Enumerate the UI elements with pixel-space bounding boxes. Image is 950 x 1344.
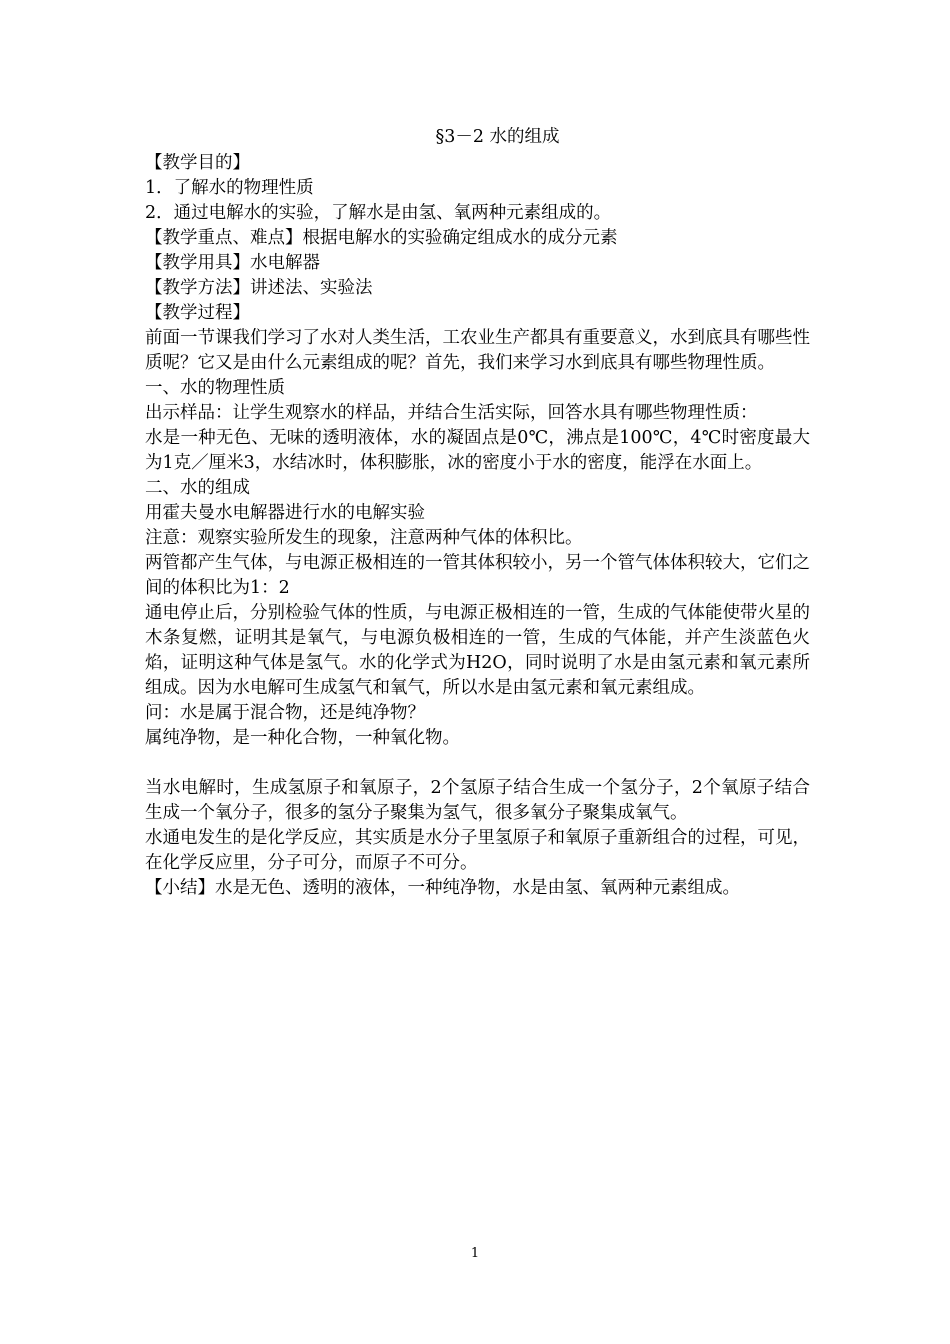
atom-molecule-paragraph: 当水电解时，生成氢原子和氧原子，2个氢原子结合生成一个氢分子，2个氧原子结合生成一个氧分子，很多的氢分子聚集为氢气，很多氧分子聚集成氧气。	[145, 778, 810, 823]
observation-note-line: 注意：观察实验所发生的现象，注意两种气体的体积比。	[145, 528, 583, 548]
objective-item-2: 2．通过电解水的实验，了解水是由氢、氧两种元素组成的。	[145, 203, 612, 223]
section-heading-process: 【教学过程】	[145, 303, 250, 323]
intro-paragraph: 前面一节课我们学习了水对人类生活，工农业生产都具有重要意义，水到底具有哪些性质呢？它又是由什么元素组成的呢？首先，我们来学习水到底具有哪些物理性质。	[145, 328, 810, 373]
summary-line: 【小结】水是无色、透明的液体，一种纯净物，水是由氢、氧两种元素组成。	[145, 878, 740, 898]
question-line: 问：水是属于混合物，还是纯净物？	[145, 703, 425, 723]
document-title: §3－2 水的组成	[435, 127, 560, 147]
electrolysis-experiment-line: 用霍夫曼水电解器进行水的电解实验	[145, 503, 425, 523]
chemical-reaction-paragraph: 水通电发生的是化学反应，其实质是水分子里氢原子和氧原子重新组合的过程，可见，在化学反应里，分子可分，而原子不可分。	[145, 828, 810, 873]
section-heading-objectives: 【教学目的】	[145, 153, 250, 173]
blank-line	[145, 751, 810, 776]
physical-properties-paragraph: 水是一种无色、无味的透明液体，水的凝固点是0℃，沸点是100℃，4℃时密度最大为1克／厘米3，水结冰时，体积膨胀，冰的密度小于水的密度，能浮在水面上。	[145, 428, 810, 473]
gas-test-paragraph: 通电停止后，分别检验气体的性质，与电源正极相连的一管，生成的气体能使带火星的木条复燃，证明其是氧气，与电源负极相连的一管，生成的气体能，并产生淡蓝色火焰，证明这种气体是氢气。水的化学式为H2O，同时说明了水是由氢元素和氧元素所组成。因为水电解可生成氢气和氧气，所以水是由氢元素和氧元素组成。	[145, 603, 810, 698]
teaching-methods-line: 【教学方法】讲述法、实验法	[145, 278, 373, 298]
answer-line: 属纯净物，是一种化合物，一种氧化物。	[145, 728, 460, 748]
objective-item-1: 1．了解水的物理性质	[145, 178, 314, 198]
heading-physical-properties: 一、水的物理性质	[145, 378, 285, 398]
page-number: 1	[470, 1246, 480, 1261]
heading-water-composition: 二、水的组成	[145, 478, 250, 498]
teaching-tools-line: 【教学用具】水电解器	[145, 253, 320, 273]
document-body	[145, 124, 810, 901]
key-points-line: 【教学重点、难点】根据电解水的实验确定组成水的成分元素	[145, 228, 618, 248]
gas-volume-paragraph: 两管都产生气体，与电源正极相连的一管其体积较小，另一个管气体体积较大，它们之间的体积比为1：2	[145, 553, 810, 598]
sample-demonstration-paragraph: 出示样品：让学生观察水的样品，并结合生活实际，回答水具有哪些物理性质：	[145, 403, 758, 423]
